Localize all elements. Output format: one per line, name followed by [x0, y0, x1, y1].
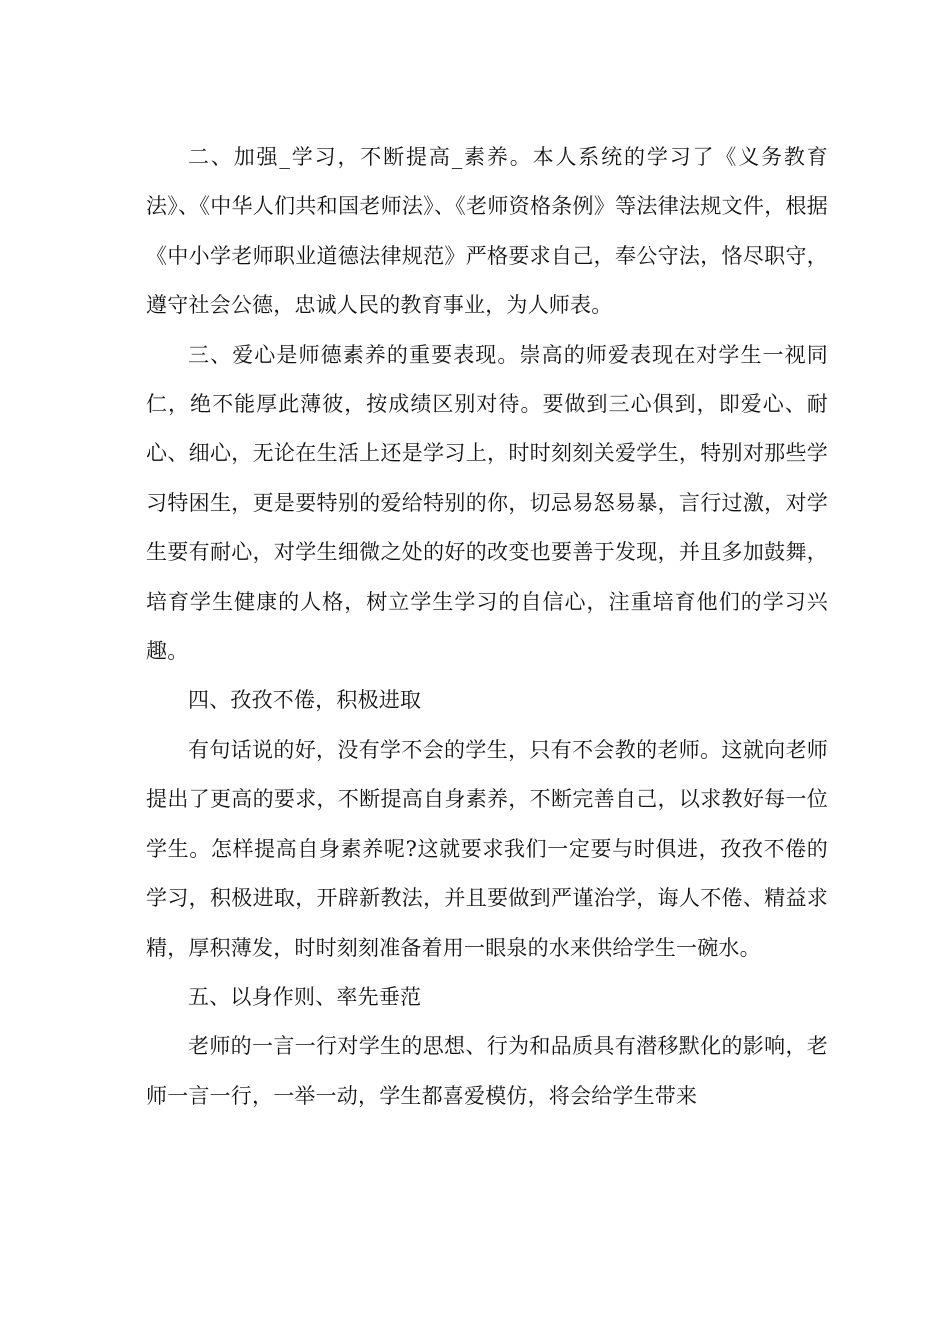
- paragraph-section-three: 三、爱心是师德素养的重要表现。崇高的师爱表现在对学生一视同仁，绝不能厚此薄彼，按成绩区别对待。要做到三心俱到，即爱心、耐心、细心，无论在生活上还是学习上，时时刻刻关爱学生，特别对那些学习特困生，更是要特别的爱给特别的你，切忌易怒易暴，言行过激，对学生要有耐心，对学生细微之处的好的改变也要善于发现，并且多加鼓舞，培育学生健康的人格，树立学生学习的自信心，注重培育他们的学习兴趣。: [146, 342, 828, 664]
- paragraph-section-two: 二、加强_学习，不断提高_素养。本人系统的学习了《义务教育法》、《中华人们共和国老师法》、《老师资格条例》等法律法规文件，根据《中小学老师职业道德法律规范》严格要求自己，奉公守法，恪尽职守，遵守社会公德，忠诚人民的教育事业，为人师表。: [146, 145, 828, 318]
- paragraph-section-four-body: 有句话说的好，没有学不会的学生，只有不会教的老师。这就向老师提出了更高的要求，不断提高自身素养，不断完善自己，以求教好每一位学生。怎样提高自身素养呢?这就要求我们一定要与时俱进，孜孜不倦的学习，积极进取，开辟新教法，并且要做到严谨治学，诲人不倦、精益求精，厚积薄发，时时刻刻准备着用一眼泉的水来供给学生一碗水。: [146, 737, 828, 960]
- heading-section-four: 四、孜孜不倦，积极进取: [188, 688, 422, 713]
- document-body: [146, 133, 828, 1121]
- heading-section-five: 五、以身作则、率先垂范: [188, 984, 422, 1009]
- paragraph-section-five-body: 老师的一言一行对学生的思想、行为和品质具有潜移默化的影响，老师一言一行，一举一动，学生都喜爱模仿，将会给学生带来: [146, 1034, 828, 1108]
